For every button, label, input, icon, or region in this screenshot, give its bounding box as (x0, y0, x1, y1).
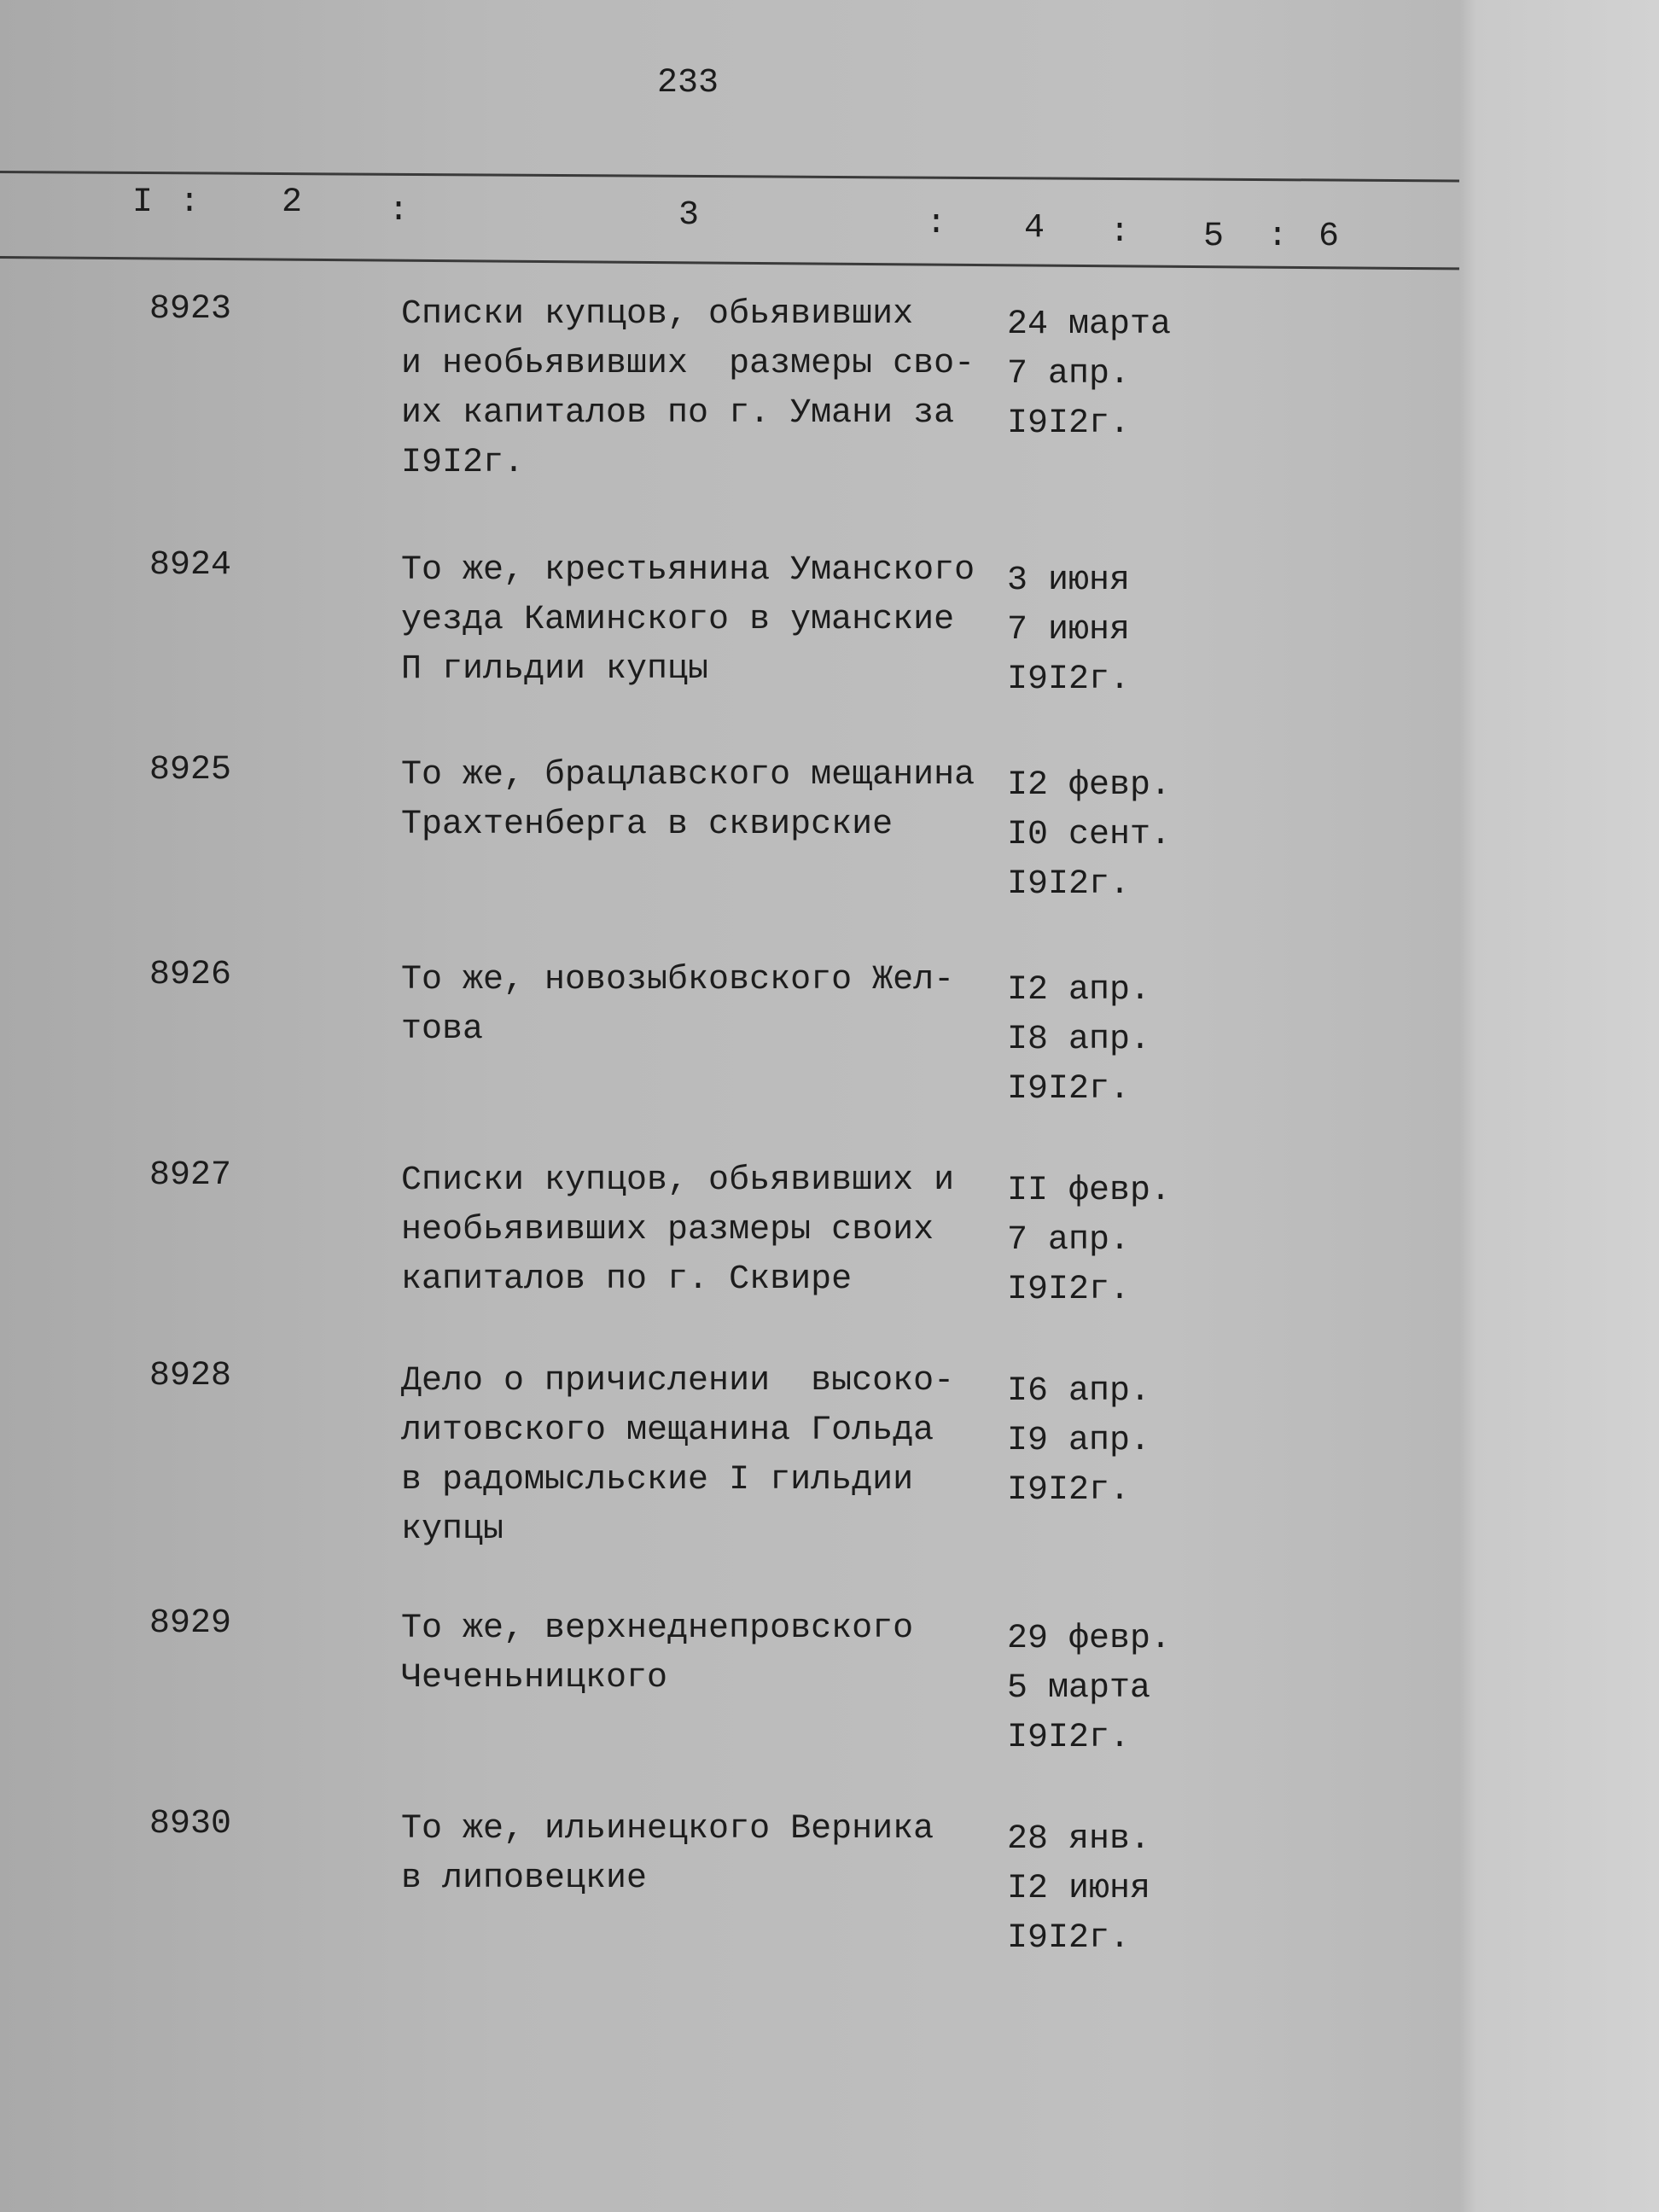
description-line: необьявивших размеры своих (401, 1211, 934, 1249)
entry-dates (1007, 1167, 1171, 1315)
entry-number: 8925 (149, 751, 232, 789)
entry-description (401, 751, 975, 850)
date-line: II февр. (1007, 1172, 1172, 1210)
date-line: I9I2г. (1007, 1271, 1131, 1309)
description-line: Списки купцов, обьявивших (401, 295, 914, 334)
col-sep: : (179, 183, 201, 222)
entry-dates (1007, 300, 1171, 449)
description-line: купцы (401, 1511, 504, 1549)
date-line: I8 апр. (1007, 1021, 1151, 1059)
description-line: Списки купцов, обьявивших и (401, 1161, 955, 1200)
description-line: Трахтенберга в сквирские (401, 806, 894, 844)
date-line: I9I2г. (1007, 865, 1131, 904)
description-line: их капиталов по г. Умани за (401, 394, 955, 433)
entry-number: 8930 (149, 1805, 232, 1843)
description-line: това (401, 1010, 484, 1049)
date-line: 7 апр. (1007, 355, 1131, 393)
description-line: То же, новозыбковского Жел- (401, 961, 955, 999)
description-line: в радомысльские I гильдии (401, 1461, 914, 1499)
entry-number: 8928 (149, 1357, 232, 1395)
description-line: То же, верхнеднепровского (401, 1610, 914, 1648)
entry-description (401, 956, 954, 1055)
date-line: I9I2г. (1007, 1719, 1131, 1757)
header-top-rule (0, 171, 1459, 182)
entry-dates (1007, 966, 1150, 1115)
col-sep: : (1109, 213, 1131, 252)
col-header-2: 2 (282, 183, 303, 222)
date-line: 24 марта (1007, 306, 1172, 344)
description-line: То же, брацлавского мещанина (401, 756, 975, 795)
date-line: 3 июня (1007, 562, 1131, 600)
description-line: П гильдии купцы (401, 650, 709, 689)
description-line: То же, крестьянина Уманского (401, 551, 975, 590)
date-line: 5 марта (1007, 1669, 1151, 1708)
entry-dates (1007, 1367, 1150, 1516)
description-line: Дело о причислении высоко- (401, 1362, 955, 1400)
date-line: I2 февр. (1007, 766, 1172, 805)
entry-description (401, 1357, 954, 1555)
date-line: 7 апр. (1007, 1221, 1131, 1260)
entry-number: 8926 (149, 956, 232, 994)
date-line: I9I2г. (1007, 1070, 1131, 1109)
date-line: I9 апр. (1007, 1422, 1151, 1460)
description-line: в липовецкие (401, 1860, 648, 1898)
date-line: I2 июня (1007, 1870, 1151, 1908)
entry-dates (1007, 556, 1130, 705)
date-line: I2 апр. (1007, 971, 1151, 1010)
date-line: 29 февр. (1007, 1620, 1172, 1658)
date-line: I9I2г. (1007, 661, 1131, 699)
entry-number: 8929 (149, 1604, 232, 1643)
date-line: I9I2г. (1007, 1471, 1131, 1510)
description-line: То же, ильинецкого Верника (401, 1810, 934, 1848)
description-line: Чеченьницкого (401, 1659, 668, 1697)
entry-number: 8923 (149, 290, 232, 329)
col-sep: : (926, 205, 947, 243)
col-sep: : (1267, 218, 1289, 256)
entry-description (401, 546, 975, 695)
entry-dates (1007, 1615, 1171, 1763)
entry-description (401, 1604, 913, 1703)
entry-dates (1007, 761, 1171, 910)
col-header-1: I (132, 183, 154, 222)
description-line: I9I2г. (401, 444, 525, 482)
date-line: 7 июня (1007, 611, 1131, 649)
entry-dates (1007, 1815, 1150, 1964)
header-bottom-rule (0, 256, 1459, 270)
col-header-4: 4 (1024, 209, 1045, 247)
date-line: I9I2г. (1007, 405, 1131, 443)
entry-number: 8927 (149, 1156, 232, 1195)
date-line: I6 апр. (1007, 1372, 1151, 1411)
date-line: I0 сент. (1007, 816, 1172, 854)
col-sep: : (388, 192, 410, 230)
entry-description (401, 1805, 934, 1904)
description-line: капиталов по г. Сквире (401, 1260, 853, 1299)
date-line: I9I2г. (1007, 1919, 1131, 1958)
col-header-5: 5 (1203, 218, 1225, 256)
description-line: и необьявивших размеры сво- (401, 345, 975, 383)
entry-description (401, 1156, 954, 1305)
entry-number: 8924 (149, 546, 232, 585)
page-number: 233 (657, 64, 719, 102)
description-line: литовского мещанина Гольда (401, 1412, 934, 1450)
date-line: 28 янв. (1007, 1820, 1151, 1859)
description-line: уезда Каминского в уманские (401, 601, 955, 639)
col-header-3: 3 (678, 196, 700, 235)
entry-description (401, 290, 975, 488)
col-header-6: 6 (1318, 218, 1340, 256)
